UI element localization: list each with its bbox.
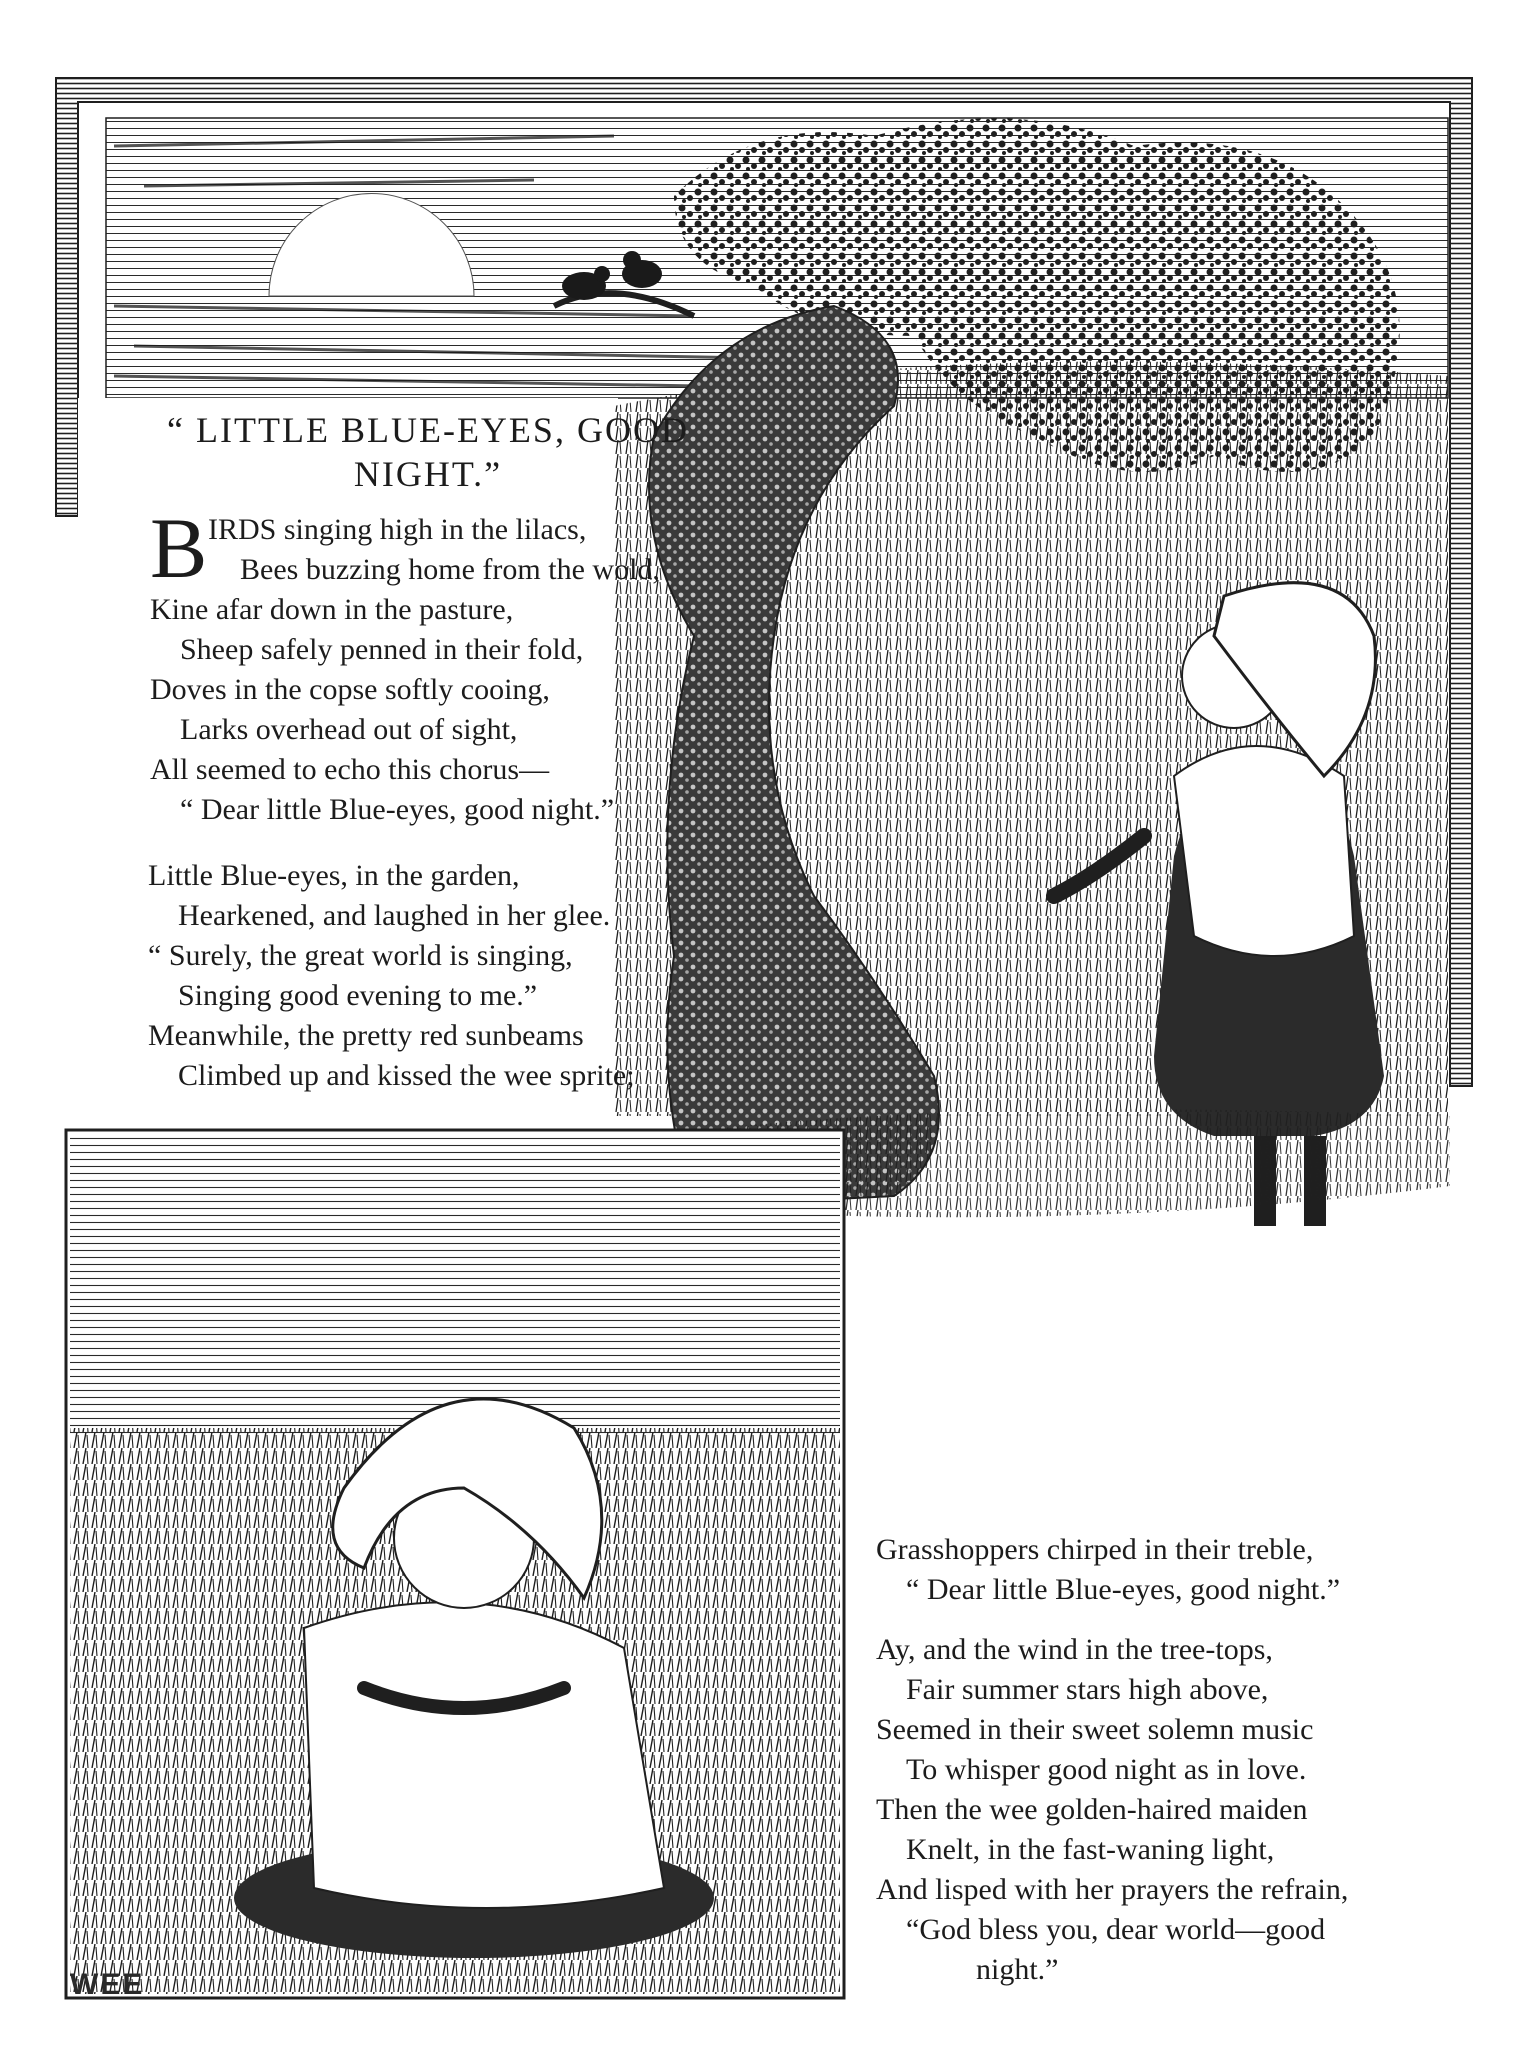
stanza-line: Larks overhead out of sight, <box>180 713 518 746</box>
stanza-line: “God bless you, dear world—good <box>906 1913 1326 1946</box>
poem-title-line-2: NIGHT.” <box>353 454 503 494</box>
stanza-line: Hearkened, and laughed in her glee. <box>178 899 611 932</box>
stanza-line: And lisped with her prayers the refrain, <box>876 1873 1349 1906</box>
stanza-line: Doves in the copse softly cooing, <box>150 673 550 706</box>
stanza-line: “ Dear little Blue-eyes, good night.” <box>180 793 615 826</box>
stanza-line: Meanwhile, the pretty red sunbeams <box>148 1019 584 1052</box>
stanza-line: Ay, and the wind in the tree-tops, <box>876 1633 1273 1666</box>
drop-cap: B <box>150 500 208 596</box>
stanza-line: Seemed in their sweet solemn music <box>876 1713 1314 1746</box>
stanza-3 <box>876 1530 1340 1610</box>
stanza-line: Little Blue-eyes, in the garden, <box>148 859 520 892</box>
stanza-line: Bees buzzing home from the wold, <box>240 553 660 586</box>
stanza-2 <box>148 856 635 1096</box>
bottom-engraving <box>64 1128 846 2000</box>
poem-title <box>108 408 748 496</box>
stanza-line: IRDS singing high in the lilacs, <box>208 513 587 546</box>
stanza-line: Sheep safely penned in their fold, <box>180 633 584 666</box>
stanza-line: “ Surely, the great world is singing, <box>148 939 573 972</box>
stanza-line: Knelt, in the fast-waning light, <box>906 1833 1275 1866</box>
stanza-line: Kine afar down in the pasture, <box>150 593 514 626</box>
stanza-line: night.” <box>976 1953 1059 1986</box>
stanza-1 <box>150 510 660 830</box>
stanza-line: Then the wee golden-haired maiden <box>876 1793 1308 1826</box>
engraver-signature: WEE <box>70 1968 145 2001</box>
stanza-line: Climbed up and kissed the wee sprite; <box>178 1059 635 1092</box>
bottom-engraving-art <box>64 1128 846 2000</box>
poem-title-line-1: “ LITTLE BLUE-EYES, GOOD <box>167 410 689 450</box>
stanza-line: “ Dear little Blue-eyes, good night.” <box>906 1573 1341 1606</box>
stanza-line: Fair summer stars high above, <box>906 1673 1269 1706</box>
stanza-line: All seemed to echo this chorus— <box>150 753 550 786</box>
stanza-line: Singing good evening to me.” <box>178 979 538 1012</box>
stanza-line: Grasshoppers chirped in their treble, <box>876 1533 1314 1566</box>
stanza-line: To whisper good night as in love. <box>906 1753 1307 1786</box>
stanza-4 <box>876 1630 1348 1990</box>
